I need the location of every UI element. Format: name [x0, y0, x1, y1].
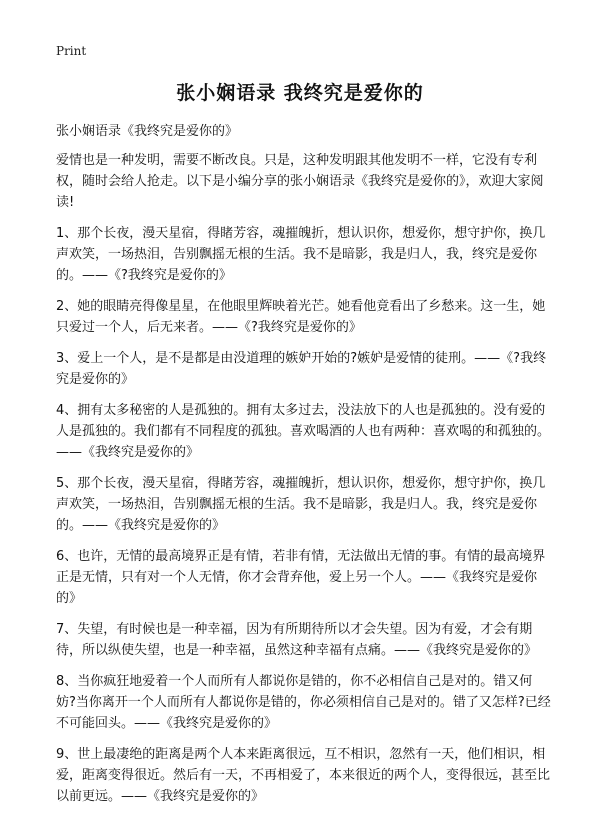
article-body	[56, 150, 552, 817]
quote-paragraph: 1、那个长夜，漫天星宿，得睹芳容，魂摧魄折，想认识你，想爱你，想守护你，换几声欢笑，一场热泪，告别飘摇无根的生活。我不是暗影，我是归人，我，终究是爱你的。——《?我终究是爱你的》	[56, 226, 546, 283]
subtitle: 张小娴语录《我终究是爱你的》	[56, 124, 239, 139]
quote-paragraph: 9、世上最凄绝的距离是两个人本来距离很远，互不相识，忽然有一天，他们相识，相爱，距离变得很近。然后有一天，不再相爱了，本来很近的两个人，变得很远，甚至比以前更远。——《我终究是爱你的》	[56, 747, 551, 804]
quote-paragraph: 6、也许，无情的最高境界正是有情，若非有情，无法做出无情的事。有情的最高境界正是无情，只有对一个人无情，你才会背弃他，爱上另一个人。——《我终究是爱你的》	[56, 549, 546, 606]
quote-paragraph: 3、爱上一个人，是不是都是由没道理的嫉妒开始的?嫉妒是爱情的徒刑。——《?我终究是爱你的》	[56, 351, 547, 387]
page-title: 张小娴语录 我终究是爱你的	[176, 82, 424, 104]
intro-paragraph: 爱情也是一种发明，需要不断改良。只是，这种发明跟其他发明不一样，它没有专利权，随时会给人抢走。以下是小编分享的张小娴语录《我终究是爱你的》，欢迎大家阅读!	[56, 153, 544, 210]
quote-paragraph: 2、她的眼睛亮得像星星，在他眼里辉映着光芒。她看他竟看出了乡愁来。这一生，她只爱过一个人，后无来者。——《?我终究是爱你的》	[56, 299, 546, 335]
quote-paragraph: 8、当你疯狂地爱着一个人而所有人都说你是错的，你不必相信自己是对的。错又何妨?当你离开一个人而所有人都说你是错的，你必须相信自己是对的。错了又怎样?已经不可能回头。——《我终究是爱你的》	[56, 674, 551, 731]
print-label: Print	[56, 44, 87, 58]
quote-paragraph: 4、拥有太多秘密的人是孤独的。拥有太多过去，没法放下的人也是孤独的。没有爱的人是孤独的。我们都有不同程度的孤独。喜欢喝酒的人也有两种：喜欢喝的和孤独的。——《我终究是爱你的》	[56, 403, 551, 460]
quote-paragraph: 5、那个长夜，漫天星宿，得睹芳容，魂摧魄折，想认识你，想爱你，想守护你，换几声欢笑，一场热泪，告别飘摇无根的生活。我不是暗影，我是归人。我，终究是爱你的。——《我终究是爱你的》	[56, 476, 546, 533]
quote-paragraph: 7、失望，有时候也是一种幸福，因为有所期待所以才会失望。因为有爱，才会有期待，所以纵使失望，也是一种幸福，虽然这种幸福有点痛。——《我终究是爱你的》	[56, 622, 538, 658]
